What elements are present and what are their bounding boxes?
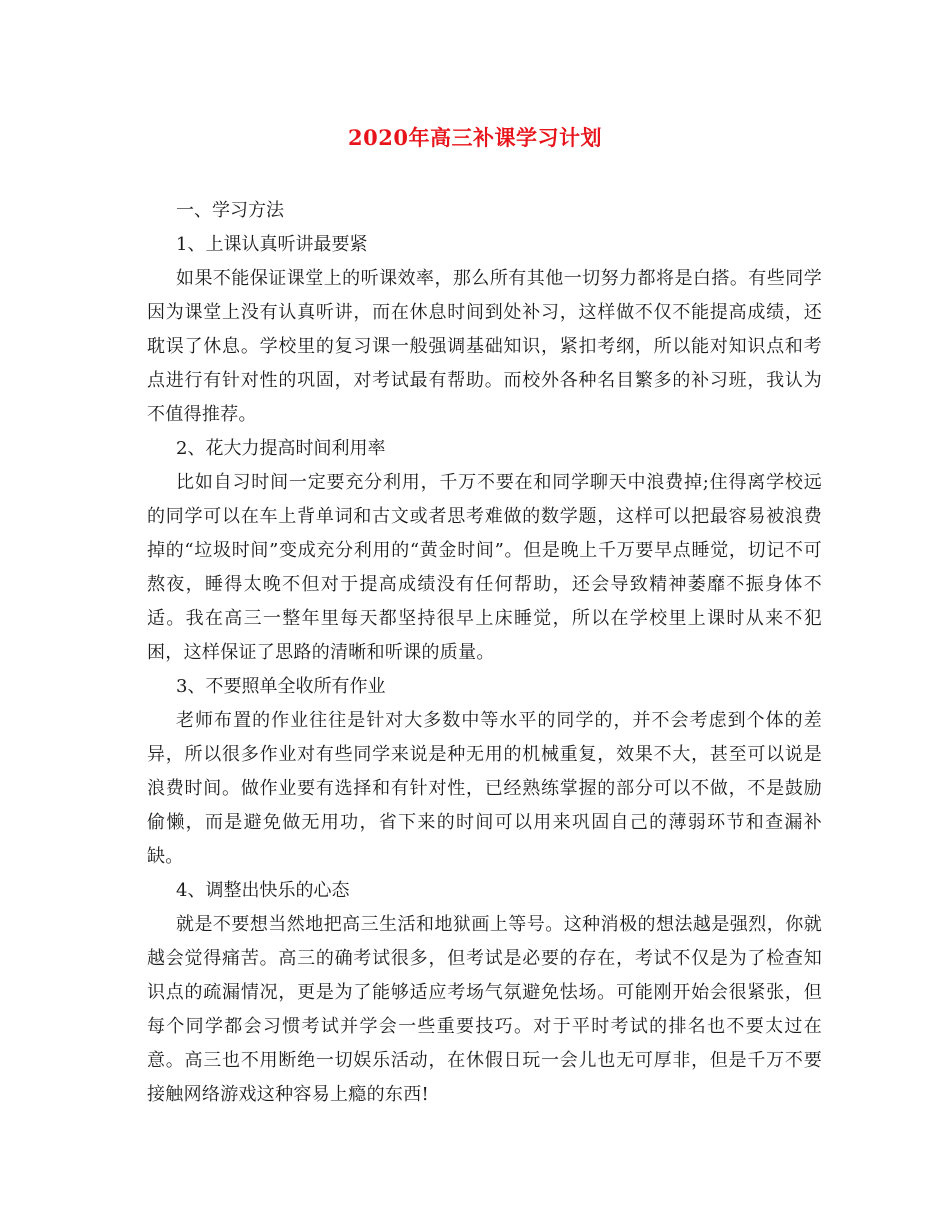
paragraph-happy-mindset: 就是不要想当然地把高三生活和地狱画上等号。这种消极的想法越是强烈，你就越会觉得痛苦。高三的确考试很多，但考试是必要的存在，考试不仅是为了检查知识点的疏漏情况，更是为了能够适应考场气氛避免怯场。可能刚开始会很紧张，但每个同学都会习惯考试并学会一些重要技巧。对于平时考试的排名也不要太过在意。高三也不用断绝一切娱乐活动，在休假日玩一会儿也无可厚非，但是千万不要接触网络游戏这种容易上瘾的东西! bbox=[147, 914, 822, 1105]
paragraph-time-usage: 比如自习时间一定要充分利用，千万不要在和同学聊天中浪费掉;住得离学校远的同学可以在车上背单词和古文或者思考难做的数学题，这样可以把最容易被浪费掉的“垃圾时间”变成充分利用的“黄金时间”。但是晚上千万要早点睡觉，切记不可熬夜，睡得太晚不但对于提高成绩没有任何帮助，还会导致精神萎靡不振身体不适。我在高三一整年里每天都坚持很早上床睡觉，所以在学校里上课时从来不犯困，这样保证了思路的清晰和听课的质量。 bbox=[147, 472, 822, 663]
subheading-happy-mindset: 4、调整出快乐的心态 bbox=[176, 880, 350, 901]
subheading-time-usage: 2、花大力提高时间利用率 bbox=[176, 438, 386, 459]
document-title: 2020年高三补课学习计划 bbox=[348, 125, 602, 150]
paragraph-homework: 老师布置的作业往往是针对大多数中等水平的同学的，并不会考虑到个体的差异，所以很多作业对有些同学来说是种无用的机械重复，效果不大，甚至可以说是浪费时间。做作业要有选择和有针对性，已经熟练掌握的部分可以不做，不是鼓励偷懒，而是避免做无用功，省下来的时间可以用来巩固自己的薄弱环节和查漏补缺。 bbox=[147, 710, 822, 867]
subheading-attend-class: 1、上课认真听讲最要紧 bbox=[176, 234, 368, 255]
document-body bbox=[147, 194, 822, 1112]
subheading-homework: 3、不要照单全收所有作业 bbox=[176, 676, 386, 697]
section-heading-study-methods: 一、学习方法 bbox=[176, 200, 284, 221]
paragraph-attend-class: 如果不能保证课堂上的听课效率，那么所有其他一切努力都将是白搭。有些同学因为课堂上没有认真听讲，而在休息时间到处补习，这样做不仅不能提高成绩，还耽误了休息。学校里的复习课一般强调基础知识，紧扣考纲，所以能对知识点和考点进行有针对性的巩固，对考试最有帮助。而校外各种名目繁多的补习班，我认为不值得推荐。 bbox=[147, 268, 822, 425]
